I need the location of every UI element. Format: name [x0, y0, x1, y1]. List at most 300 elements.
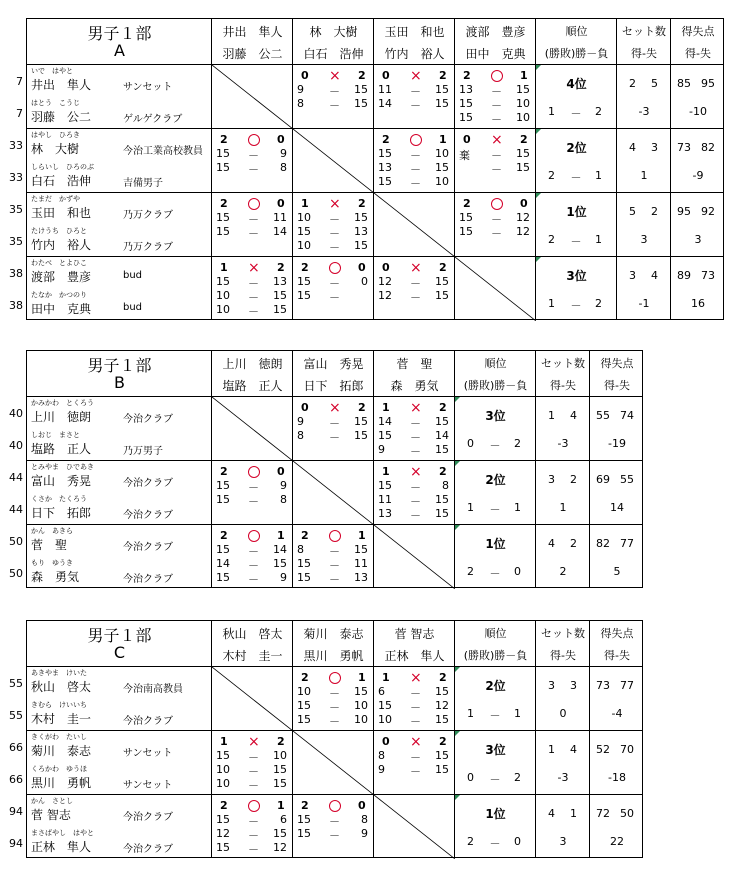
games-won: 1 — [301, 197, 309, 210]
losses-count: 2 — [514, 437, 521, 450]
set-score-own: 12 — [216, 827, 230, 840]
set-score-own: 15 — [216, 479, 230, 492]
set-score-own: 15 — [378, 175, 392, 188]
games-won: 2 — [220, 529, 228, 542]
set-score-opp: 15 — [435, 83, 449, 96]
sets-lost: 2 — [570, 537, 577, 550]
games-lost: 0 — [277, 133, 285, 146]
set-score-own: 9 — [378, 763, 385, 776]
name-reading: くさか たくろう — [31, 495, 87, 503]
set-score-opp: 8 — [280, 493, 287, 506]
set-score-own: 13 — [459, 83, 473, 96]
name-reading: きむら けいいち — [31, 701, 87, 709]
rank-value: 3位 — [485, 409, 506, 423]
set-difference: -3 — [557, 437, 569, 450]
points-lost: 70 — [620, 743, 634, 756]
player-name: 白石 浩伸 — [31, 174, 92, 188]
player-name: 黒川 勇帆 — [31, 776, 92, 790]
set-count-header-bottom: 得-失 — [550, 649, 576, 662]
set-score-opp: 11 — [273, 211, 287, 224]
set-score-opp: 8 — [280, 161, 287, 174]
set-score-opp: 13 — [354, 571, 368, 584]
games-lost: 1 — [439, 133, 447, 146]
name-reading: しらいし ひろのぶ — [31, 163, 94, 171]
points-header-top: 得失点 — [600, 627, 634, 640]
set-score-opp: 12 — [516, 225, 530, 238]
set-score-own: 15 — [297, 813, 311, 826]
set-score-opp: 13 — [354, 225, 368, 238]
set-score-dash: － — [410, 149, 421, 162]
set-score-dash: － — [410, 701, 421, 714]
corner-marker — [455, 461, 460, 466]
loss-cross-icon: × — [329, 400, 341, 416]
wl-dash: － — [489, 709, 501, 722]
player-name: 井出 隼人 — [31, 78, 92, 92]
seed-number: 50 — [9, 567, 23, 580]
seed-number: 38 — [9, 267, 23, 280]
set-score-dash: － — [329, 99, 340, 112]
set-score-dash: － — [329, 241, 340, 254]
diagonal-line — [455, 257, 536, 321]
points-difference: -18 — [608, 771, 626, 784]
set-score-own: 15 — [216, 275, 230, 288]
rank-value: 1位 — [485, 807, 506, 821]
games-won: 0 — [301, 401, 309, 414]
losses-count: 0 — [514, 835, 521, 848]
seed-number: 44 — [9, 471, 23, 484]
player-name: 田中 克典 — [31, 302, 92, 316]
club-name: 今治クラブ — [123, 812, 173, 823]
player-name: 玉田 和也 — [31, 206, 92, 220]
diagonal-line — [374, 193, 455, 257]
loss-cross-icon: × — [410, 400, 422, 416]
player-name: 林 大樹 — [31, 142, 80, 156]
seed-number: 33 — [9, 139, 23, 152]
header-player-name: 上川 徳朗 — [222, 357, 283, 371]
seed-number: 44 — [9, 503, 23, 516]
set-score-dash: － — [329, 227, 340, 240]
club-name: ゲルゲクラブ — [123, 114, 183, 125]
rank-value: 2位 — [485, 473, 506, 487]
set-score-own: 12 — [378, 289, 392, 302]
sets-lost: 2 — [570, 473, 577, 486]
rank-header-bottom: (勝敗)勝－負 — [544, 47, 609, 60]
name-reading: わたべ とよひこ — [31, 259, 87, 267]
points-difference: -9 — [692, 169, 704, 182]
set-score-opp: 15 — [354, 83, 368, 96]
sets-lost: 5 — [651, 77, 658, 90]
set-score-opp: 15 — [273, 557, 287, 570]
sets-won: 1 — [548, 743, 555, 756]
seed-number: 94 — [9, 805, 23, 818]
points-lost: 92 — [701, 205, 715, 218]
games-lost: 0 — [358, 799, 366, 812]
set-score-dash: － — [248, 573, 259, 586]
games-lost: 2 — [277, 735, 285, 748]
games-lost: 0 — [358, 261, 366, 274]
set-score-own: 15 — [297, 571, 311, 584]
set-score-opp: 15 — [435, 685, 449, 698]
sets-lost: 4 — [651, 269, 658, 282]
set-score-dash: － — [248, 227, 259, 240]
losses-count: 0 — [514, 565, 521, 578]
set-score-opp: 14 — [273, 543, 287, 556]
player-name: 秋山 啓太 — [31, 680, 92, 694]
set-score-opp: 10 — [516, 97, 530, 110]
wins-count: 1 — [467, 707, 474, 720]
points-lost: 50 — [620, 807, 634, 820]
set-score-own: 10 — [216, 777, 230, 790]
loss-cross-icon: × — [410, 464, 422, 480]
set-score-dash: － — [410, 163, 421, 176]
games-lost: 2 — [439, 261, 447, 274]
games-lost: 2 — [358, 69, 366, 82]
set-score-opp: 15 — [273, 763, 287, 776]
loss-cross-icon: × — [410, 734, 422, 750]
seed-number: 35 — [9, 203, 23, 216]
loss-cross-icon: × — [410, 260, 422, 276]
set-score-own: 11 — [378, 83, 392, 96]
name-reading: くろかわ ゆうほ — [31, 765, 87, 773]
set-difference: 1 — [640, 169, 648, 182]
set-count-header-bottom: 得-失 — [631, 47, 657, 60]
points-header-top: 得失点 — [681, 25, 715, 38]
points-won: 73 — [596, 679, 610, 692]
set-difference: -1 — [638, 297, 650, 310]
set-score-own: 15 — [297, 275, 311, 288]
games-lost: 2 — [439, 401, 447, 414]
set-score-own: 9 — [378, 443, 385, 456]
club-name: 今治クラブ — [123, 478, 173, 489]
sets-won: 5 — [629, 205, 636, 218]
win-circle-icon — [410, 134, 422, 146]
set-score-own: 15 — [378, 147, 392, 160]
self-match-diagonal — [212, 65, 293, 129]
set-score-opp: 15 — [273, 777, 287, 790]
set-score-dash: － — [248, 765, 259, 778]
games-won: 2 — [301, 671, 309, 684]
wins-count: 2 — [548, 233, 555, 246]
set-score-own: 15 — [378, 479, 392, 492]
set-count-header-bottom: 得-失 — [550, 379, 576, 392]
seed-number: 50 — [9, 535, 23, 548]
set-score-dash: － — [410, 495, 421, 508]
games-lost: 0 — [277, 465, 285, 478]
games-won: 2 — [220, 197, 228, 210]
seed-number: 40 — [9, 439, 23, 452]
player-name: 菅 智志 — [31, 808, 71, 822]
name-reading: たけうち ひろと — [31, 227, 87, 235]
games-lost: 2 — [520, 133, 528, 146]
sets-lost: 4 — [570, 743, 577, 756]
rank-value: 2位 — [566, 141, 587, 155]
wl-dash: － — [489, 439, 501, 452]
games-won: 1 — [382, 465, 390, 478]
games-lost: 2 — [439, 69, 447, 82]
games-won: 1 — [382, 671, 390, 684]
win-circle-icon — [248, 800, 260, 812]
corner-marker — [536, 129, 541, 134]
losses-count: 1 — [514, 501, 521, 514]
points-header-bottom: 得-失 — [604, 379, 630, 392]
group-label: A — [114, 41, 125, 60]
win-circle-icon — [329, 800, 341, 812]
set-count-header-top: セット数 — [541, 627, 585, 640]
points-lost: 77 — [620, 679, 634, 692]
rank-value: 4位 — [566, 77, 587, 91]
rank-header-top: 順位 — [565, 25, 588, 38]
games-lost: 0 — [277, 197, 285, 210]
points-lost: 77 — [620, 537, 634, 550]
set-score-opp: 8 — [442, 479, 449, 492]
set-score-opp: 15 — [354, 239, 368, 252]
set-score-opp: 15 — [354, 685, 368, 698]
games-won: 0 — [463, 133, 471, 146]
set-score-own: 15 — [297, 713, 311, 726]
club-name: 今治クラブ — [123, 716, 173, 727]
rank-value: 1位 — [566, 205, 587, 219]
sets-won: 4 — [548, 807, 555, 820]
set-difference: 2 — [559, 565, 567, 578]
wins-count: 2 — [548, 169, 555, 182]
club-name: 乃万クラブ — [123, 242, 173, 253]
set-score-opp: 9 — [280, 479, 287, 492]
seed-number: 94 — [9, 837, 23, 850]
set-score-opp: 10 — [354, 713, 368, 726]
club-name: サンセット — [123, 82, 173, 93]
header-player-partner: 森 勇気 — [390, 379, 439, 393]
set-score-opp: 15 — [435, 749, 449, 762]
seed-number: 66 — [9, 773, 23, 786]
corner-marker — [455, 525, 460, 530]
set-score-own: 11 — [378, 493, 392, 506]
set-score-own: 8 — [297, 97, 304, 110]
games-won: 2 — [382, 133, 390, 146]
rank-header-top: 順位 — [484, 357, 507, 370]
set-score-dash: － — [410, 277, 421, 290]
games-lost: 2 — [439, 735, 447, 748]
set-score-dash: － — [329, 559, 340, 572]
rank-value: 3位 — [485, 743, 506, 757]
diagonal-line — [374, 525, 455, 589]
set-score-opp: 15 — [354, 543, 368, 556]
seed-number: 40 — [9, 407, 23, 420]
wins-count: 2 — [467, 835, 474, 848]
set-score-dash: － — [248, 305, 259, 318]
games-won: 0 — [382, 69, 390, 82]
loss-cross-icon: × — [491, 132, 503, 148]
club-name: 今治クラブ — [123, 510, 173, 521]
set-score-opp: 15 — [435, 289, 449, 302]
rank-header-bottom: (勝敗)勝－負 — [463, 379, 528, 392]
set-score-dash: － — [410, 99, 421, 112]
player-name: 菊川 泰志 — [31, 744, 92, 758]
name-reading: たなか かつのり — [31, 291, 87, 299]
loss-cross-icon: × — [329, 196, 341, 212]
header-divider — [27, 396, 642, 397]
set-score-dash: － — [329, 687, 340, 700]
row-divider — [27, 128, 723, 129]
games-lost: 1 — [358, 529, 366, 542]
club-name: 吉備男子 — [123, 178, 163, 189]
set-score-dash: － — [248, 815, 259, 828]
rank-value: 1位 — [485, 537, 506, 551]
set-score-own: 15 — [216, 225, 230, 238]
sets-lost: 2 — [651, 205, 658, 218]
games-lost: 2 — [439, 465, 447, 478]
diagonal-line — [212, 65, 293, 129]
wl-dash: － — [570, 107, 582, 120]
wl-dash: － — [489, 567, 501, 580]
set-score-own: 15 — [216, 841, 230, 854]
header-player-partner: 田中 克典 — [465, 47, 526, 61]
rank-header-top: 順位 — [484, 627, 507, 640]
set-score-opp: 15 — [516, 161, 530, 174]
losses-count: 1 — [514, 707, 521, 720]
set-difference: -3 — [638, 105, 650, 118]
set-score-dash: － — [410, 431, 421, 444]
set-score-dash: － — [329, 715, 340, 728]
games-lost: 1 — [520, 69, 528, 82]
name-reading: はとう こうじ — [31, 99, 80, 107]
set-score-opp: 14 — [435, 429, 449, 442]
games-lost: 1 — [277, 529, 285, 542]
set-score-opp: 15 — [354, 211, 368, 224]
seed-number: 66 — [9, 741, 23, 754]
name-reading: かん さとし — [31, 797, 73, 805]
set-score-dash: － — [491, 85, 502, 98]
set-score-opp: 13 — [273, 275, 287, 288]
set-score-dash: － — [491, 149, 502, 162]
set-score-own: 15 — [216, 147, 230, 160]
self-match-diagonal — [212, 397, 293, 461]
games-lost: 1 — [277, 799, 285, 812]
sets-won: 3 — [548, 473, 555, 486]
set-score-own: 15 — [216, 161, 230, 174]
loss-cross-icon: × — [248, 260, 260, 276]
set-score-opp: 10 — [273, 749, 287, 762]
player-name: 竹内 裕人 — [31, 238, 92, 252]
set-score-dash: － — [329, 545, 340, 558]
set-score-opp: 9 — [280, 147, 287, 160]
set-score-dash: － — [491, 99, 502, 112]
points-difference: -10 — [689, 105, 707, 118]
wl-dash: － — [489, 773, 501, 786]
club-name: 今治南高教員 — [123, 684, 183, 695]
corner-marker — [455, 731, 460, 736]
player-name: 正林 隼人 — [31, 840, 92, 854]
league-table-a — [9, 18, 724, 320]
games-won: 2 — [463, 69, 471, 82]
set-difference: -3 — [557, 771, 569, 784]
set-score-own: 10 — [216, 303, 230, 316]
set-score-own: 8 — [297, 429, 304, 442]
set-score-dash: － — [248, 163, 259, 176]
points-won: 69 — [596, 473, 610, 486]
points-lost: 95 — [701, 77, 715, 90]
set-score-dash: － — [329, 213, 340, 226]
set-score-opp: 15 — [516, 147, 530, 160]
games-lost: 0 — [520, 197, 528, 210]
games-won: 1 — [220, 735, 228, 748]
seed-number: 33 — [9, 171, 23, 184]
points-header-bottom: 得-失 — [604, 649, 630, 662]
set-score-opp: 15 — [435, 161, 449, 174]
set-score-own: 15 — [459, 225, 473, 238]
set-score-own: 6 — [378, 685, 385, 698]
games-won: 1 — [382, 401, 390, 414]
points-header-bottom: 得-失 — [685, 47, 711, 60]
win-circle-icon — [329, 262, 341, 274]
set-score-dash: － — [410, 177, 421, 190]
name-reading: はやし ひろき — [31, 131, 80, 139]
set-score-opp: 14 — [273, 225, 287, 238]
set-score-dash: － — [248, 751, 259, 764]
points-won: 95 — [677, 205, 691, 218]
wl-dash: － — [570, 299, 582, 312]
seed-number: 35 — [9, 235, 23, 248]
club-name: 今治クラブ — [123, 542, 173, 553]
set-score-opp: 9 — [361, 827, 368, 840]
set-score-own: 8 — [378, 749, 385, 762]
losses-count: 1 — [595, 233, 602, 246]
corner-marker — [455, 667, 460, 672]
games-won: 2 — [301, 799, 309, 812]
set-score-own: 15 — [459, 211, 473, 224]
set-score-own: 15 — [216, 813, 230, 826]
win-circle-icon — [248, 466, 260, 478]
set-score-opp: 15 — [435, 97, 449, 110]
set-score-opp: 15 — [435, 275, 449, 288]
set-score-opp: 15 — [516, 83, 530, 96]
header-player-name: 井出 隼人 — [222, 25, 283, 39]
win-circle-icon — [329, 530, 341, 542]
corner-marker — [455, 795, 460, 800]
diagonal-line — [293, 731, 374, 795]
player-name: 上川 徳朗 — [31, 410, 92, 424]
name-reading: とみやま ひであき — [31, 463, 94, 471]
games-won: 2 — [301, 529, 309, 542]
set-score-dash: － — [248, 559, 259, 572]
wins-count: 1 — [548, 297, 555, 310]
set-score-opp: 0 — [361, 275, 368, 288]
set-score-opp: 11 — [354, 557, 368, 570]
player-name: 羽藤 公二 — [31, 110, 92, 124]
points-won: 72 — [596, 807, 610, 820]
wl-dash: － — [570, 235, 582, 248]
sets-won: 4 — [548, 537, 555, 550]
set-score-own: 13 — [378, 161, 392, 174]
set-score-opp: 15 — [354, 429, 368, 442]
corner-marker — [536, 193, 541, 198]
set-score-dash: － — [491, 163, 502, 176]
set-score-dash: － — [329, 431, 340, 444]
points-won: 55 — [596, 409, 610, 422]
header-player-partner: 正林 隼人 — [384, 649, 445, 663]
points-difference: 22 — [610, 835, 624, 848]
set-score-dash: － — [248, 779, 259, 792]
set-score-own: 15 — [216, 493, 230, 506]
set-score-own: 10 — [216, 289, 230, 302]
rank-value: 3位 — [566, 269, 587, 283]
losses-count: 2 — [595, 105, 602, 118]
games-won: 2 — [220, 133, 228, 146]
set-score-dash: － — [248, 149, 259, 162]
set-difference: 3 — [640, 233, 648, 246]
set-score-own: 9 — [297, 83, 304, 96]
set-score-dash: － — [491, 227, 502, 240]
set-score-own: 10 — [297, 239, 311, 252]
